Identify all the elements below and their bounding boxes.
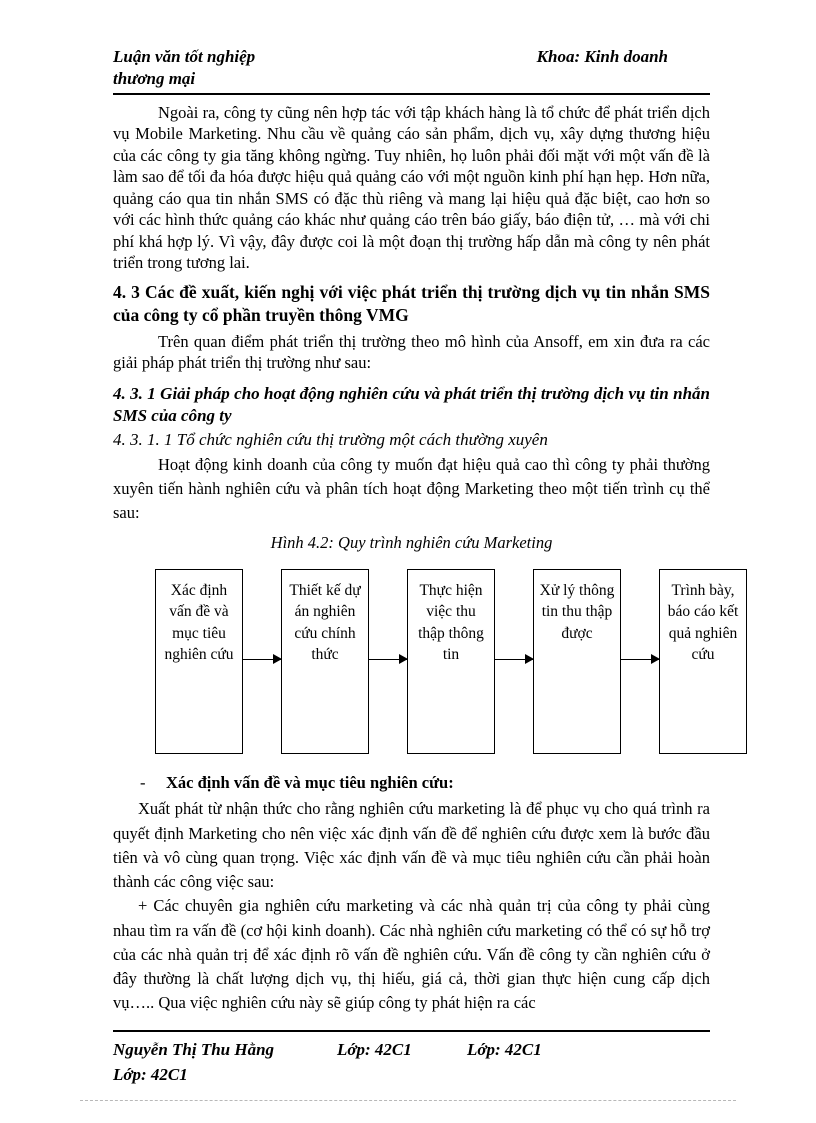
footer-row-2: [113, 1062, 710, 1087]
flow-box-5: [659, 569, 747, 754]
footer-author: Nguyễn Thị Thu Hằng: [113, 1040, 275, 1059]
paragraph-ansoff: Trên quan điểm phát triển thị trường theo mô hình của Ansoff, em xin đưa ra các giải pháp phát triển thị trường như sau:: [113, 331, 710, 373]
flow-box-3-label: Thực hiện việc thu thập thông tin: [418, 582, 484, 664]
flow-box-2-label: Thiết kế dự án nghiên cứu chính thức: [289, 582, 361, 664]
flow-box-2: [281, 569, 369, 754]
footer-class-a: Lớp: 42C1: [337, 1040, 412, 1059]
flow-box-1: [155, 569, 243, 754]
flow-box-4: [533, 569, 621, 754]
header-title: [113, 46, 255, 90]
flow-box-5-label: Trình bày, báo cáo kết quả nghiên cứu: [667, 582, 739, 664]
header-divider: [113, 93, 710, 95]
header-faculty: Khoa: Kinh doanh: [536, 47, 668, 66]
header-title-line1: Luận văn tốt nghiệp: [113, 47, 256, 66]
paragraph-chuyen-gia: + Các chuyên gia nghiên cứu marketing và các nhà quản trị của công ty phải cùng nhau tìm ra vấn đề (cơ hội kinh doanh). Các nhà nghiên cứu marketing có thể có sự hỗ trợ của các nhà quản trị để xác định rõ vấn đề nghiên cứu. Vấn đề công ty cần nghiên cứu ở đây thường là chất lượng dịch vụ, thị hiếu, giá cả, thời gian thực hiện cung cấp dịch vụ….. Qua việc nghiên cứu này sẽ giúp công ty phát hiện ra các: [113, 896, 710, 1013]
page-footer: [113, 1030, 710, 1087]
footer-class-c: Lớp: 42C1: [113, 1065, 188, 1084]
bullet-dash: -: [140, 773, 146, 793]
page-header: [113, 46, 710, 90]
paragraph-hoat-dong: Hoạt động kinh doanh của công ty muốn đạt hiệu quả cao thì công ty phải thường xuyên tiến hành nghiên cứu và phân tích hoạt động Marketing theo một tiến trình cụ thể sau:: [113, 454, 710, 523]
footer-row-1: [113, 1037, 710, 1062]
bullet-item: [140, 772, 710, 793]
footer-class-b: Lớp: 42C1: [467, 1040, 542, 1059]
header-title-line2: thương mại: [113, 69, 196, 88]
flow-box-3: [407, 569, 495, 754]
arrow-right-icon: [243, 659, 281, 660]
flowchart-marketing-process: [155, 569, 747, 754]
bullet-text: Xác định vấn đề và mục tiêu nghiên cứu:: [166, 773, 454, 793]
arrow-right-icon: [495, 659, 533, 660]
paragraph-mobile-marketing: Ngoài ra, công ty cũng nên hợp tác với tập khách hàng là tổ chức để phát triển dịch vụ Mobile Marketing. Nhu cầu về quảng cáo sản phẩm, dịch vụ, xây dựng thương hiệu của các công ty gia tăng không ngừng. Tuy nhiên, họ luôn phải đối mặt với một vấn đề là làm sao để tối đa hóa được hiệu quả quảng cáo với một nguồn kinh phí hạn hẹp. Hơn nữa, quảng cáo qua tin nhắn SMS có đặc thù riêng và mang lại hiệu quả đặc biệt, cao hơn so với các hình thức quảng cáo khác như quảng cáo trên báo giấy, báo điện tử, … mà với chi phí khá hợp lý. Vì vậy, đây được coi là một đoạn thị trường hấp dẫn mà công ty nên phát triển trong tương lai.: [113, 103, 710, 273]
flow-box-4-label: Xử lý thông tin thu thập được: [539, 582, 615, 642]
paragraph-xuat-phat: Xuất phát từ nhận thức cho rằng nghiên cứu marketing là để phục vụ cho quá trình ra quyết định Marketing cho nên việc xác định vấn đề để nghiên cứu được xem là bước đầu tiên và vô cùng quan trọng. Việc xác định vấn đề và mục tiêu nghiên cứu cần phải hoàn thành các công việc sau:: [113, 799, 710, 892]
section-heading-4311: 4. 3. 1. 1 Tổ chức nghiên cứu thị trường một cách thường xuyên: [113, 429, 548, 449]
page-bottom-divider: [80, 1100, 736, 1101]
section-heading-43: 4. 3 Các đề xuất, kiến nghị với việc phát triển thị trường dịch vụ tin nhắn SMS của công ty cổ phần truyền thông VMG: [113, 281, 710, 325]
flow-box-1-label: Xác định vấn đề và mục tiêu nghiên cứu: [164, 582, 234, 664]
arrow-right-icon: [369, 659, 407, 660]
section-heading-431: 4. 3. 1 Giải pháp cho hoạt động nghiên cứu và phát triển thị trường dịch vụ tin nhắn SMS của công ty: [113, 383, 710, 425]
arrow-right-icon: [621, 659, 659, 660]
figure-caption: Hình 4.2: Quy trình nghiên cứu Marketing: [270, 532, 553, 552]
